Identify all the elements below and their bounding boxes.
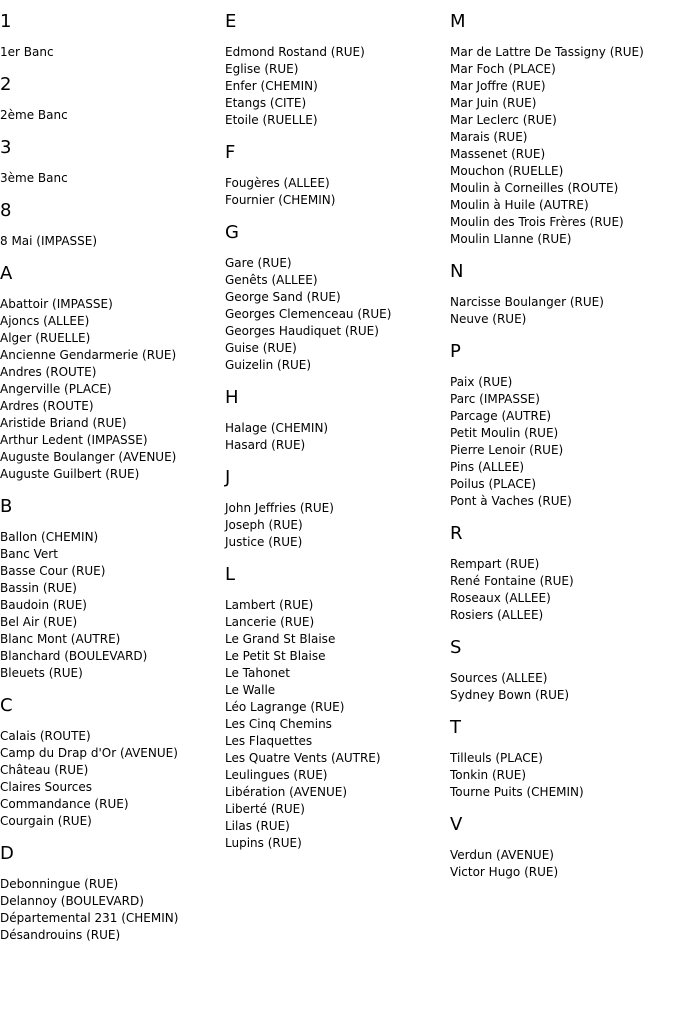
street-link[interactable]: Tilleuls (PLACE) [450, 751, 543, 765]
street-link[interactable]: Lancerie (RUE) [225, 615, 315, 629]
street-link[interactable]: Basse Cour (RUE) [0, 564, 106, 578]
letter-section [0, 694, 222, 830]
street-link[interactable]: Claires Sources [0, 780, 92, 794]
street-link[interactable]: Sources (ALLEE) [450, 671, 548, 685]
street-link[interactable]: Le Tahonet [225, 666, 291, 680]
street-link[interactable]: Rempart (RUE) [450, 557, 540, 571]
street-link[interactable]: Blanchard (BOULEVARD) [0, 649, 148, 663]
street-link[interactable]: Léo Lagrange (RUE) [225, 700, 345, 714]
letter-section [0, 136, 222, 187]
street-link[interactable]: Blanc Mont (AUTRE) [0, 632, 121, 646]
street-link[interactable]: Justice (RUE) [225, 535, 303, 549]
street-link[interactable]: Alger (RUELLE) [0, 331, 91, 345]
street-link[interactable]: Abattoir (IMPASSE) [0, 297, 113, 311]
street-link[interactable]: Eglise (RUE) [225, 62, 299, 76]
street-link[interactable]: Château (RUE) [0, 763, 89, 777]
street-link[interactable]: René Fontaine (RUE) [450, 574, 574, 588]
street-link[interactable]: Rosiers (ALLEE) [450, 608, 544, 622]
street-link[interactable]: Départemental 231 (CHEMIN) [0, 911, 179, 925]
street-link[interactable]: George Sand (RUE) [225, 290, 341, 304]
letter-section [450, 522, 675, 624]
street-link[interactable]: Moulin LIanne (RUE) [450, 232, 572, 246]
section-letter-heading: S [450, 637, 462, 658]
street-link[interactable]: Pins (ALLEE) [450, 460, 525, 474]
street-link[interactable]: Victor Hugo (RUE) [450, 865, 559, 879]
street-link[interactable]: Le Walle [225, 683, 276, 697]
section-letter-heading: 8 [0, 200, 12, 221]
section-letter-heading: J [225, 467, 231, 488]
street-link[interactable]: Calais (ROUTE) [0, 729, 91, 743]
street-link[interactable]: Les Cinq Chemins [225, 717, 332, 731]
street-link[interactable]: Georges Clemenceau (RUE) [225, 307, 392, 321]
letter-section [450, 260, 675, 328]
street-link[interactable]: Massenet (RUE) [450, 147, 546, 161]
section-letter-heading: H [225, 387, 239, 408]
street-link[interactable]: Etangs (CITE) [225, 96, 307, 110]
section-letter-heading: V [450, 814, 463, 835]
street-link[interactable]: Guizelin (RUE) [225, 358, 312, 372]
section-letter-heading: 1 [0, 11, 12, 32]
street-link[interactable]: Désandrouins (RUE) [0, 928, 121, 942]
letter-section [225, 466, 447, 551]
street-link[interactable]: Tourne Puits (CHEMIN) [450, 785, 584, 799]
letter-section [0, 10, 222, 61]
street-link[interactable]: 3ème Banc [0, 171, 68, 185]
section-letter-heading: 2 [0, 74, 12, 95]
street-link[interactable]: Roseaux (ALLEE) [450, 591, 551, 605]
section-letter-heading: A [0, 263, 13, 284]
street-link[interactable]: Ballon (CHEMIN) [0, 530, 99, 544]
letter-section [450, 10, 675, 248]
street-link[interactable]: Petit Moulin (RUE) [450, 426, 559, 440]
street-link[interactable]: Leulingues (RUE) [225, 768, 328, 782]
street-link[interactable]: Guise (RUE) [225, 341, 297, 355]
street-link[interactable]: Verdun (AVENUE) [450, 848, 554, 862]
street-link[interactable]: Tonkin (RUE) [450, 768, 527, 782]
street-link[interactable]: Moulin à Huile (AUTRE) [450, 198, 589, 212]
street-link[interactable]: Narcisse Boulanger (RUE) [450, 295, 604, 309]
street-link[interactable]: Ancienne Gendarmerie (RUE) [0, 348, 177, 362]
street-link[interactable]: Paix (RUE) [450, 375, 513, 389]
street-link[interactable]: Sydney Bown (RUE) [450, 688, 570, 702]
street-link[interactable]: Ajoncs (ALLEE) [0, 314, 90, 328]
street-link[interactable]: Pont à Vaches (RUE) [450, 494, 572, 508]
section-letter-heading: B [0, 496, 13, 517]
letter-section [0, 495, 222, 682]
section-letter-heading: F [225, 142, 236, 163]
street-link[interactable]: Arthur Ledent (IMPASSE) [0, 433, 148, 447]
street-index-column [225, 10, 447, 864]
section-letter-heading: N [450, 261, 464, 282]
section-letter-heading: G [225, 222, 239, 243]
street-link[interactable]: Lilas (RUE) [225, 819, 290, 833]
street-link[interactable]: 8 Mai (IMPASSE) [0, 234, 98, 248]
street-link[interactable]: Pierre Lenoir (RUE) [450, 443, 564, 457]
letter-section [0, 842, 222, 944]
letter-section [450, 813, 675, 881]
street-link[interactable]: Bleuets (RUE) [0, 666, 83, 680]
letter-section [450, 716, 675, 801]
street-link[interactable]: Debonningue (RUE) [0, 877, 119, 891]
section-letter-heading: L [225, 564, 236, 585]
letter-section [225, 563, 447, 852]
street-link[interactable]: Baudoin (RUE) [0, 598, 87, 612]
street-link[interactable]: Mar Foch (PLACE) [450, 62, 556, 76]
street-link[interactable]: Moulin à Corneilles (ROUTE) [450, 181, 619, 195]
street-link[interactable]: Hasard (RUE) [225, 438, 306, 452]
street-link[interactable]: Halage (CHEMIN) [225, 421, 329, 435]
street-link[interactable]: Camp du Drap d'Or (AVENUE) [0, 746, 178, 760]
street-link[interactable]: Parcage (AUTRE) [450, 409, 552, 423]
street-link[interactable]: John Jeffries (RUE) [225, 501, 334, 515]
letter-section [450, 636, 675, 704]
street-link[interactable]: Lambert (RUE) [225, 598, 314, 612]
street-link[interactable]: Courgain (RUE) [0, 814, 92, 828]
street-link[interactable]: Bel Air (RUE) [0, 615, 78, 629]
street-link[interactable]: Mar de Lattre De Tassigny (RUE) [450, 45, 644, 59]
street-link[interactable]: 1er Banc [0, 45, 54, 59]
section-letter-heading: T [450, 717, 461, 738]
street-link[interactable]: 2ème Banc [0, 108, 68, 122]
street-link[interactable]: Mar Joffre (RUE) [450, 79, 546, 93]
street-link[interactable]: Mar Leclerc (RUE) [450, 113, 557, 127]
street-link[interactable]: Edmond Rostand (RUE) [225, 45, 365, 59]
letter-section [225, 10, 447, 129]
street-link[interactable]: Le Petit St Blaise [225, 649, 326, 663]
street-link[interactable]: Moulin des Trois Frères (RUE) [450, 215, 624, 229]
street-link[interactable]: Commandance (RUE) [0, 797, 129, 811]
letter-section [225, 221, 447, 374]
street-link[interactable]: Auguste Boulanger (AVENUE) [0, 450, 177, 464]
street-link[interactable]: Le Grand St Blaise [225, 632, 336, 646]
street-link[interactable]: Banc Vert [0, 547, 58, 561]
street-link[interactable]: Neuve (RUE) [450, 312, 527, 326]
letter-section [0, 199, 222, 250]
street-link[interactable]: Delannoy (BOULEVARD) [0, 894, 144, 908]
street-link[interactable]: Libération (AVENUE) [225, 785, 348, 799]
street-link[interactable]: Les Quatre Vents (AUTRE) [225, 751, 381, 765]
street-link[interactable]: Mar Juin (RUE) [450, 96, 537, 110]
street-link[interactable]: Fournier (CHEMIN) [225, 193, 336, 207]
street-link[interactable]: Poilus (PLACE) [450, 477, 537, 491]
street-link[interactable]: Etoile (RUELLE) [225, 113, 318, 127]
street-index-column [450, 10, 675, 893]
section-letter-heading: E [225, 11, 237, 32]
section-letter-heading: P [450, 341, 461, 362]
street-link[interactable]: Angerville (PLACE) [0, 382, 112, 396]
street-link[interactable]: Les Flaquettes [225, 734, 313, 748]
street-link[interactable]: Ardres (ROUTE) [0, 399, 94, 413]
letter-section [0, 262, 222, 483]
letter-section [450, 340, 675, 510]
street-link[interactable]: Liberté (RUE) [225, 802, 305, 816]
letter-section [0, 73, 222, 124]
section-letter-heading: 3 [0, 137, 12, 158]
letter-section [225, 141, 447, 209]
street-link[interactable]: Enfer (CHEMIN) [225, 79, 318, 93]
street-link[interactable]: Marais (RUE) [450, 130, 528, 144]
street-link[interactable]: Georges Haudiquet (RUE) [225, 324, 379, 338]
street-link[interactable]: Bassin (RUE) [0, 581, 77, 595]
street-link[interactable]: Lupins (RUE) [225, 836, 302, 850]
street-index-column [0, 10, 222, 956]
section-letter-heading: D [0, 843, 14, 864]
street-link[interactable]: Genêts (ALLEE) [225, 273, 318, 287]
section-letter-heading: M [450, 11, 466, 32]
street-link[interactable]: Fougères (ALLEE) [225, 176, 330, 190]
street-link[interactable]: Andres (ROUTE) [0, 365, 97, 379]
street-link[interactable]: Joseph (RUE) [225, 518, 303, 532]
section-letter-heading: R [450, 523, 463, 544]
street-link[interactable]: Aristide Briand (RUE) [0, 416, 127, 430]
section-letter-heading: C [0, 695, 13, 716]
street-link[interactable]: Parc (IMPASSE) [450, 392, 540, 406]
street-link[interactable]: Mouchon (RUELLE) [450, 164, 564, 178]
letter-section [225, 386, 447, 454]
street-link[interactable]: Auguste Guilbert (RUE) [0, 467, 140, 481]
street-link[interactable]: Gare (RUE) [225, 256, 292, 270]
